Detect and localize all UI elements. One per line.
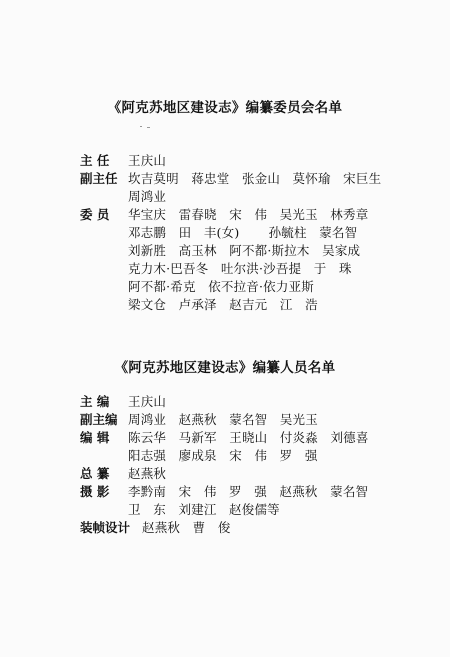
role-label: 主 任 [80, 153, 110, 168]
committee-list [80, 152, 410, 314]
name-line: 王庆山 [128, 394, 167, 409]
committee-row-chair [80, 152, 410, 170]
name-line: 克力木·巴吾冬 吐尔洪·沙吾提 于 珠 [128, 261, 352, 276]
name-line: 赵燕秋 [128, 466, 167, 481]
editors-row-compiler [80, 465, 410, 483]
role-label: 主 编 [80, 394, 110, 409]
role-label: 总 纂 [80, 466, 110, 481]
name-line: 刘新胜 高玉林 阿不都·斯拉木 吴家成 [128, 243, 361, 258]
role-label: 装帧设计 [80, 520, 131, 535]
name-line: 卫 东 刘建江 赵俊儒等 [128, 502, 280, 517]
name-line: 邓志鹏 田 丰(女) 孙毓柱 蒙名智 [128, 225, 358, 240]
name-line: 阳志强 廖成泉 宋 伟 罗 强 [128, 448, 318, 463]
role-label: 副主编 [80, 412, 118, 427]
name-line: 周鸿业 [128, 189, 167, 204]
editors-list [80, 393, 410, 537]
editors-row-photography [80, 483, 410, 519]
name-line: 李黔南 宋 伟 罗 强 赵燕秋 蒙名智 [128, 484, 369, 499]
role-label: 委 员 [80, 207, 110, 222]
name-line: 王庆山 [128, 153, 167, 168]
editors-title: 《阿克苏地区建设志》编纂人员名单 [114, 360, 336, 376]
name-line: 梁文仓 卢承泽 赵吉元 江 浩 [128, 297, 318, 312]
name-line: 坎吉莫明 蒋忠堂 张金山 莫怀瑜 宋巨生 [128, 171, 382, 186]
committee-row-vice-chair [80, 170, 410, 206]
role-label: 摄 影 [80, 484, 110, 499]
committee-row-members [80, 206, 410, 314]
scan-speck [147, 127, 150, 128]
editors-row-binding-design [80, 519, 410, 537]
name-line: 赵燕秋 曹 俊 [142, 520, 231, 535]
editors-row-deputy-editor [80, 411, 410, 429]
editors-row-chief-editor [80, 393, 410, 411]
committee-title: 《阿克苏地区建设志》编纂委员会名单 [107, 100, 343, 116]
name-line: 周鸿业 赵燕秋 蒙名智 吴光玉 [128, 412, 318, 427]
role-label: 副主任 [80, 171, 118, 186]
name-line: 阿不都·希克 依不拉音·依力亚斯 [128, 279, 314, 294]
name-line: 陈云华 马新军 王晓山 付炎淼 刘德喜 [128, 430, 369, 445]
scan-speck [140, 126, 142, 127]
editors-row-editors [80, 429, 410, 465]
role-label: 编 辑 [80, 430, 110, 445]
name-line: 华宝庆 雷春晓 宋 伟 吴光玉 林秀章 [128, 207, 369, 222]
